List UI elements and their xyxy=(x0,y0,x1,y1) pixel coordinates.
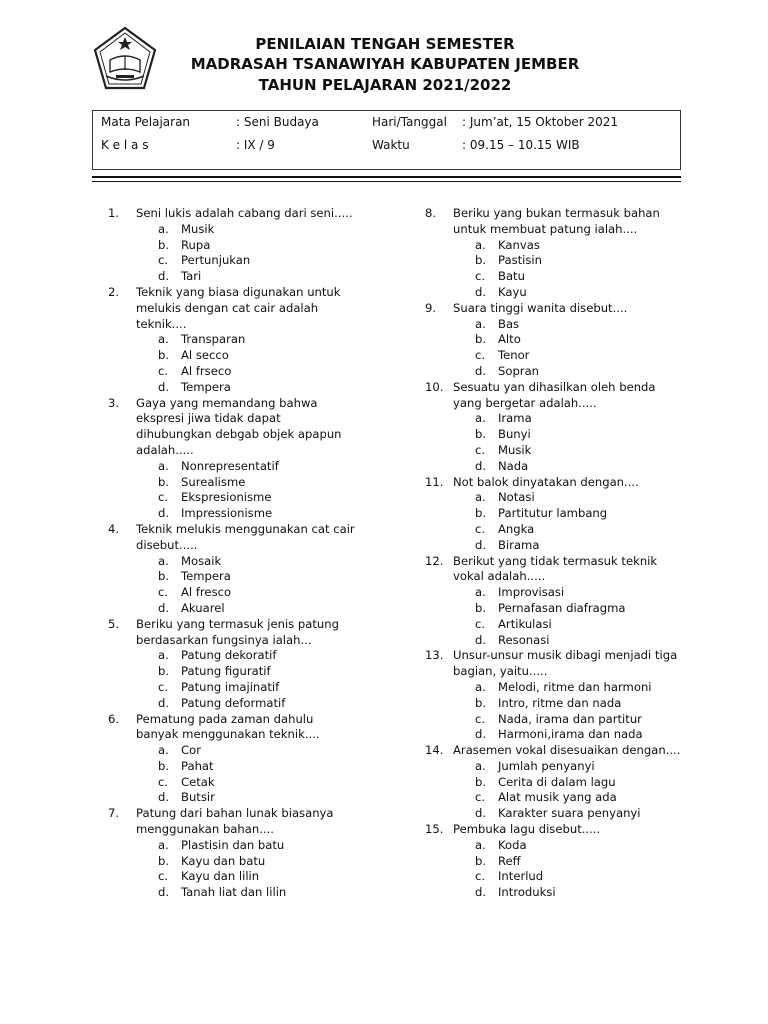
option-letter: a. xyxy=(475,490,486,505)
option-letter: d. xyxy=(158,885,170,900)
answer-option xyxy=(425,869,687,885)
answer-option xyxy=(425,727,687,743)
option-letter: a. xyxy=(158,648,169,663)
exam-title-line1: PENILAIAN TENGAH SEMESTER xyxy=(255,35,515,53)
option-letter: c. xyxy=(158,679,169,694)
option-text: Nonrepresentatif xyxy=(181,458,279,473)
question-number: 3. xyxy=(108,395,120,410)
answer-option xyxy=(108,885,358,901)
option-letter: d. xyxy=(475,458,487,473)
answer-option xyxy=(425,269,687,285)
option-text: Tempera xyxy=(181,379,231,394)
option-text: Improvisasi xyxy=(498,585,565,600)
answer-option xyxy=(108,348,358,364)
time-label: Waktu xyxy=(372,138,410,152)
option-letter: d. xyxy=(158,695,170,710)
option-letter: b. xyxy=(475,600,487,615)
option-text: Kayu dan lilin xyxy=(181,869,260,884)
option-letter: c. xyxy=(475,790,486,805)
option-letter: b. xyxy=(158,348,170,363)
option-letter: c. xyxy=(475,711,486,726)
option-letter: c. xyxy=(158,869,169,884)
answer-option xyxy=(425,680,687,696)
option-text: Musik xyxy=(498,442,532,457)
option-text: Pastisin xyxy=(498,253,542,268)
option-letter: a. xyxy=(475,758,486,773)
option-letter: a. xyxy=(158,743,169,758)
question-item xyxy=(425,380,687,475)
answer-option xyxy=(108,854,358,870)
question-number: 5. xyxy=(108,616,120,631)
answer-option xyxy=(425,490,687,506)
question-text: Patung dari bahan lunak biasanya menggunakan bahan.... xyxy=(136,806,334,837)
question-number: 1. xyxy=(108,206,120,220)
option-text: Al frseco xyxy=(181,363,232,378)
answer-option xyxy=(425,443,687,459)
option-text: Tenor xyxy=(498,348,530,363)
option-text: Tanah liat dan lilin xyxy=(181,885,287,900)
option-text: Irama xyxy=(498,411,532,426)
answer-option xyxy=(108,664,358,680)
answer-option xyxy=(425,427,687,443)
option-letter: c. xyxy=(158,363,169,378)
option-letter: d. xyxy=(158,379,170,394)
option-text: Impressionisme xyxy=(181,506,273,521)
question-item xyxy=(108,285,358,396)
answer-option xyxy=(425,617,687,633)
answer-option xyxy=(425,364,687,380)
option-text: Sopran xyxy=(498,363,540,378)
question-text: Berikut yang tidak termasuk teknik vokal adalah..... xyxy=(453,553,658,584)
option-text: Bas xyxy=(498,316,520,331)
answer-option xyxy=(108,601,358,617)
answer-option xyxy=(108,506,358,522)
option-text: Alto xyxy=(498,332,521,347)
option-letter: c. xyxy=(475,521,486,536)
option-text: Kayu dan batu xyxy=(181,853,266,868)
option-text: Nada, irama dan partitur xyxy=(498,711,642,726)
answer-option xyxy=(425,332,687,348)
option-letter: c. xyxy=(475,442,486,457)
option-letter: c. xyxy=(475,616,486,631)
class-value: : IX / 9 xyxy=(236,138,275,152)
answer-option xyxy=(425,585,687,601)
question-number: 9. xyxy=(425,300,437,315)
answer-option xyxy=(425,806,687,822)
question-text: Seni lukis adalah cabang dari seni..... xyxy=(136,206,353,220)
question-number: 7. xyxy=(108,806,120,821)
option-text: Plastisin dan batu xyxy=(181,837,285,852)
option-text: Patung dekoratif xyxy=(181,648,277,663)
answer-option xyxy=(108,790,358,806)
option-text: Introduksi xyxy=(498,885,556,900)
question-number: 10. xyxy=(425,379,444,394)
header-divider-thick xyxy=(92,176,681,178)
option-letter: d. xyxy=(475,284,487,299)
option-letter: c. xyxy=(475,348,486,363)
answer-option xyxy=(108,648,358,664)
option-text: Angka xyxy=(498,521,535,536)
option-letter: b. xyxy=(158,474,170,489)
option-text: Cerita di dalam lagu xyxy=(498,774,616,789)
question-text: Beriku yang bukan termasuk bahan untuk membuat patung ialah.... xyxy=(453,206,660,236)
subject-value: : Seni Budaya xyxy=(236,115,319,129)
option-text: Ekspresionisme xyxy=(181,490,272,505)
question-item xyxy=(425,475,687,554)
option-letter: d. xyxy=(158,269,170,284)
option-text: Mosaik xyxy=(181,553,222,568)
question-text: Teknik yang biasa digunakan untuk melukis dengan cat cair adalah teknik.... xyxy=(136,284,341,331)
option-text: Melodi, ritme dan harmoni xyxy=(498,679,652,694)
option-text: Artikulasi xyxy=(498,616,552,631)
option-letter: c. xyxy=(158,585,169,600)
option-letter: a. xyxy=(475,316,486,331)
question-number: 2. xyxy=(108,284,120,299)
answer-option xyxy=(108,364,358,380)
option-text: Pernafasan diafragma xyxy=(498,600,626,615)
question-item xyxy=(108,617,358,712)
question-column-left xyxy=(108,206,358,901)
header-divider-thin xyxy=(92,181,681,182)
answer-option xyxy=(108,459,358,475)
answer-option xyxy=(108,475,358,491)
answer-option xyxy=(425,348,687,364)
answer-option xyxy=(108,332,358,348)
question-number: 13. xyxy=(425,648,444,663)
answer-option xyxy=(425,712,687,728)
option-letter: b. xyxy=(475,332,487,347)
option-letter: b. xyxy=(475,253,487,268)
option-text: Alat musik yang ada xyxy=(498,790,617,805)
answer-option xyxy=(108,838,358,854)
option-letter: a. xyxy=(158,332,169,347)
answer-option xyxy=(425,885,687,901)
option-letter: c. xyxy=(158,490,169,505)
question-item xyxy=(108,396,358,522)
answer-option xyxy=(108,680,358,696)
option-text: Patung imajinatif xyxy=(181,679,280,694)
option-letter: c. xyxy=(475,869,486,884)
option-letter: b. xyxy=(475,695,487,710)
option-letter: a. xyxy=(158,221,169,236)
option-text: Partitutur lambang xyxy=(498,506,608,521)
answer-option xyxy=(425,253,687,269)
answer-option xyxy=(425,775,687,791)
option-text: Pertunjukan xyxy=(181,253,251,268)
time-value: : 09.15 – 10.15 WIB xyxy=(462,138,580,152)
question-item xyxy=(108,712,358,807)
option-letter: a. xyxy=(475,411,486,426)
option-text: Koda xyxy=(498,837,527,852)
question-number: 6. xyxy=(108,711,120,726)
option-text: Tempera xyxy=(181,569,231,584)
option-text: Nada xyxy=(498,458,529,473)
option-text: Akuarel xyxy=(181,600,225,615)
question-item xyxy=(425,206,687,301)
option-letter: d. xyxy=(158,600,170,615)
answer-option xyxy=(425,601,687,617)
answer-option xyxy=(425,285,687,301)
answer-option xyxy=(425,854,687,870)
option-text: Karakter suara penyanyi xyxy=(498,806,641,821)
answer-option xyxy=(108,253,358,269)
option-text: Jumlah penyanyi xyxy=(498,758,595,773)
option-text: Batu xyxy=(498,269,525,284)
option-text: Al secco xyxy=(181,348,229,363)
answer-option xyxy=(425,696,687,712)
question-item xyxy=(108,206,358,285)
question-item xyxy=(425,554,687,649)
question-text: Pembuka lagu disebut..... xyxy=(453,822,601,837)
answer-option xyxy=(425,317,687,333)
option-letter: b. xyxy=(158,569,170,584)
exam-title-line3: TAHUN PELAJARAN 2021/2022 xyxy=(258,76,512,94)
option-letter: a. xyxy=(158,837,169,852)
option-text: Bunyi xyxy=(498,427,531,442)
answer-option xyxy=(108,775,358,791)
question-number: 14. xyxy=(425,743,444,758)
option-letter: a. xyxy=(158,458,169,473)
option-letter: b. xyxy=(475,506,487,521)
option-letter: d. xyxy=(158,506,170,521)
option-letter: a. xyxy=(158,553,169,568)
option-text: Cor xyxy=(181,743,201,758)
option-text: Kanvas xyxy=(498,237,540,252)
option-text: Kayu xyxy=(498,284,527,299)
subject-label: Mata Pelajaran xyxy=(101,115,191,129)
option-letter: b. xyxy=(158,237,170,252)
option-letter: b. xyxy=(475,853,487,868)
option-letter: a. xyxy=(475,585,486,600)
option-text: Birama xyxy=(498,537,540,552)
question-text: Arasemen vokal disesuaikan dengan.... xyxy=(453,743,681,758)
kemenag-logo-icon xyxy=(92,26,158,92)
answer-option xyxy=(108,696,358,712)
answer-option xyxy=(425,838,687,854)
question-text: Pematung pada zaman dahulu banyak menggunakan teknik.... xyxy=(136,711,320,742)
option-letter: c. xyxy=(475,269,486,284)
option-letter: b. xyxy=(158,664,170,679)
option-letter: a. xyxy=(475,237,486,252)
option-text: Pahat xyxy=(181,758,214,773)
option-letter: d. xyxy=(475,727,487,742)
answer-option xyxy=(425,506,687,522)
answer-option xyxy=(425,633,687,649)
option-letter: a. xyxy=(475,679,486,694)
question-number: 8. xyxy=(425,206,437,220)
option-text: Cetak xyxy=(181,774,215,789)
question-text: Sesuatu yan dihasilkan oleh benda yang bergetar adalah..... xyxy=(453,379,656,410)
question-text: Gaya yang memandang bahwa ekspresi jiwa tidak dapat dihubungkan debgab objek apapun adalah..... xyxy=(136,395,342,457)
class-label: K e l a s xyxy=(101,138,149,152)
option-text: Resonasi xyxy=(498,632,550,647)
question-item xyxy=(425,301,687,380)
question-text: Unsur-unsur musik dibagi menjadi tiga bagian, yaitu..... xyxy=(453,648,678,679)
option-text: Reff xyxy=(498,853,521,868)
option-letter: c. xyxy=(158,253,169,268)
question-number: 4. xyxy=(108,521,120,536)
option-text: Interlud xyxy=(498,869,544,884)
question-item xyxy=(425,822,687,901)
answer-option xyxy=(425,411,687,427)
option-text: Harmoni,irama dan nada xyxy=(498,727,643,742)
answer-option xyxy=(108,269,358,285)
option-letter: d. xyxy=(475,885,487,900)
option-letter: d. xyxy=(158,790,170,805)
answer-option xyxy=(108,759,358,775)
answer-option xyxy=(108,238,358,254)
day-label: Hari/Tanggal xyxy=(372,115,447,129)
option-letter: a. xyxy=(475,837,486,852)
day-value: : Jum’at, 15 Oktober 2021 xyxy=(462,115,619,129)
option-letter: d. xyxy=(475,363,487,378)
question-text: Beriku yang termasuk jenis patung berdasarkan fungsinya ialah... xyxy=(136,616,339,647)
question-item xyxy=(108,522,358,617)
answer-option xyxy=(425,238,687,254)
answer-option xyxy=(108,490,358,506)
exam-title-line2: MADRASAH TSANAWIYAH KABUPATEN JEMBER xyxy=(190,55,580,73)
option-text: Musik xyxy=(181,221,215,236)
option-letter: b. xyxy=(158,853,170,868)
question-number: 15. xyxy=(425,822,444,837)
option-letter: d. xyxy=(475,806,487,821)
option-text: Transparan xyxy=(181,332,246,347)
option-text: Surealisme xyxy=(181,474,246,489)
question-text: Not balok dinyatakan dengan.... xyxy=(453,474,639,489)
option-text: Tari xyxy=(181,269,202,284)
question-text: Teknik melukis menggunakan cat cair disebut..... xyxy=(136,521,355,552)
answer-option xyxy=(425,538,687,554)
question-item xyxy=(425,648,687,743)
option-letter: c. xyxy=(158,774,169,789)
answer-option xyxy=(108,743,358,759)
option-letter: d. xyxy=(475,537,487,552)
answer-option xyxy=(425,459,687,475)
option-text: Notasi xyxy=(498,490,535,505)
question-number: 11. xyxy=(425,474,444,489)
answer-option xyxy=(108,380,358,396)
option-letter: b. xyxy=(158,758,170,773)
option-letter: b. xyxy=(475,427,487,442)
question-number: 12. xyxy=(425,553,444,568)
question-column-right xyxy=(425,206,687,901)
option-text: Al fresco xyxy=(181,585,232,600)
question-item xyxy=(108,806,358,901)
option-text: Rupa xyxy=(181,237,211,252)
option-text: Butsir xyxy=(181,790,215,805)
option-letter: b. xyxy=(475,774,487,789)
answer-option xyxy=(108,869,358,885)
answer-option xyxy=(425,522,687,538)
question-text: Suara tinggi wanita disebut.... xyxy=(453,300,628,315)
answer-option xyxy=(108,569,358,585)
question-item xyxy=(425,743,687,822)
answer-option xyxy=(108,222,358,238)
answer-option xyxy=(425,759,687,775)
answer-option xyxy=(425,790,687,806)
option-text: Patung deformatif xyxy=(181,695,286,710)
answer-option xyxy=(108,554,358,570)
answer-option xyxy=(108,585,358,601)
option-text: Intro, ritme dan nada xyxy=(498,695,622,710)
option-letter: d. xyxy=(475,632,487,647)
option-text: Patung figuratif xyxy=(181,664,271,679)
